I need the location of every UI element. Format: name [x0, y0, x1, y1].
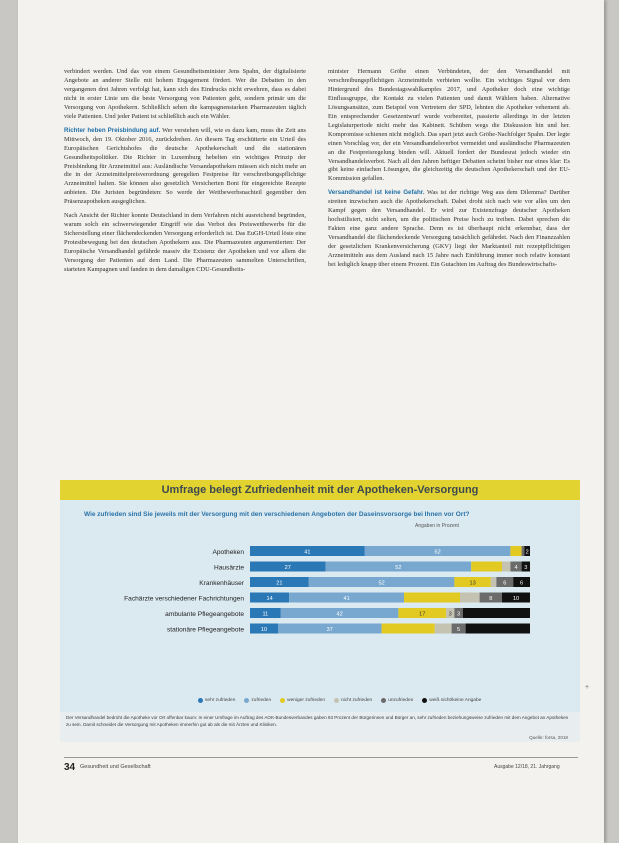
paragraph-text: verbindert werden. Und das von einem Gesundheitsminister Jens Spahn, der digitalisierte Angebote an anderer Stelle mit hohem Engagement fördert. Wer die Debatten in den vergangenen drei Jahren verfolgt hat, kann sich des Eindrucks nicht erwehren, dass es dabei nicht in erster Linie um die beste Versorgung von Patienten geht, sondern primär um die Versorgung von Apothekern. Schließlich sehen die kampagnenstarken Pharmazeuten täglich viele Patienten. Und jeder Patient ist schließlich auch ein Wähler.	[64, 68, 306, 120]
bar-segment	[522, 546, 525, 556]
data-label: 37	[326, 627, 333, 633]
figure-title: Umfrage belegt Zufriedenheit mit der Apotheken-Versorgung	[60, 480, 580, 500]
data-label: 52	[434, 549, 441, 556]
legend-label: weiß nicht/keine Angabe	[429, 698, 482, 703]
article-column-left	[64, 68, 306, 275]
category-label: ambulante Pflegeangebote	[165, 610, 244, 618]
legend-swatch	[422, 698, 427, 703]
data-label: 2	[525, 549, 529, 556]
bar-segment	[382, 624, 435, 634]
data-label: 3	[524, 565, 528, 571]
article-paragraph	[64, 127, 306, 208]
subheading-runin: Versandhandel ist keine Gefahr.	[328, 189, 425, 197]
bar-segment	[491, 577, 497, 587]
figure-caption-box	[60, 712, 580, 742]
bar-segment	[463, 608, 530, 618]
bar-segment	[404, 593, 460, 603]
legend-label: zufrieden	[251, 698, 272, 703]
data-label: 21	[276, 580, 283, 587]
paragraph-text: Nach Ansicht der Richter konnte Deutschland in dem Verfahren nicht ausreichend begründen, warum solch ein schwerwiegender Eingriff wie das Verbot des Preiswettbewerbs für die Sicherstellung einer flächendeckenden Versorgung erforderlich ist. Das EuGH-Urteil löste eine Protestbewegung bei den deutschen Apothekern aus. Die Pharmazeuten argumentierten: Der Europäische Versandhandel gefährde massiv die Existenz der Apotheken und vor allem die Versorgung der Patienten auf dem Land. Die Pharmazeuten sammelten Unterschriften, starteten Kampagnen und fanden in dem damaligen CDU-Gesundheits-	[64, 212, 306, 274]
bar-segment	[466, 624, 530, 634]
data-label: 8	[489, 596, 493, 602]
legend-label: nicht zufrieden	[341, 698, 373, 703]
legend-item	[334, 698, 372, 703]
data-label: 4	[514, 565, 518, 571]
data-label: 11	[262, 611, 269, 618]
bar-segment	[460, 593, 480, 603]
legend-swatch	[280, 698, 285, 703]
margin-mark: +	[585, 684, 590, 691]
legend-swatch	[198, 698, 203, 703]
bar-segment	[435, 624, 452, 634]
legend-swatch	[334, 698, 339, 703]
data-label: 41	[304, 549, 311, 556]
subheading-runin: Richter heben Preisbindung auf.	[64, 126, 161, 134]
article-paragraph	[328, 189, 570, 270]
category-label: stationäre Pflegeangebote	[167, 626, 244, 634]
figure-caption: Der Versandhandel bedroht die Apotheke vor Ort offenbar kaum: In einer Umfrage im Auftrag des AOK-Bundesverbandes gaben 93 Prozent der Bürgerinnen und Bürger an, sehr zufrieden beziehungsweise zufrieden mit dem Angebot an Apotheken zu sein. Damit schneidet die Versorgung mit Apotheken immerhin gut ab als die mit Ärzten und Kliniken.	[66, 715, 569, 727]
data-label: 17	[419, 611, 426, 618]
data-label: 5	[457, 627, 461, 633]
section-name: Gesundheit und Gesellschaft	[80, 764, 151, 770]
bar-segment	[471, 562, 502, 572]
data-label: 52	[395, 565, 402, 571]
data-label: 42	[336, 611, 343, 618]
data-label: 14	[266, 596, 273, 602]
data-label: 3	[448, 611, 452, 618]
legend-item	[280, 698, 325, 703]
paragraph-text: Was ist der richtige Weg aus dem Dilemma? Darüber streiten inzwischen auch die Apothekerschaft. Dabei droht sich nach wie vor alles um den Kampf gegen den Versandhandel. Er wird zur Existenzfrage deutscher Apotheken hochstilisiert, nicht selten, um die politischen Preise hoch zu treiben. Dabei sprechen die Fakten eine ganz andere Sprache. Denn es ist überhaupt nicht erkennbar, dass der Versandhandel die flächendeckende Versorgung tatsächlich gefährdet. Nach den Finanzzahlen der gesetzlichen Krankenversicherung (GKV) liegt der Marktanteil mit rezeptpflichtigen Arzneimitteln aus dem Ausland nach 15 Jahre nach Einführung immer noch relativ konstant bei lediglich knapp über einem Prozent. Ein Gutachten im Auftrag des Bundeswirtschafts-	[328, 189, 570, 269]
legend-label: sehr zufrieden	[205, 698, 236, 703]
legend-swatch	[381, 698, 386, 703]
data-label: 6	[520, 580, 524, 587]
category-label: Krankenhäuser	[199, 579, 244, 587]
stacked-bar-chart	[60, 480, 580, 712]
legend-item	[381, 698, 413, 703]
data-label: 13	[469, 580, 476, 587]
article-paragraph	[328, 68, 570, 184]
data-label: 41	[343, 596, 350, 602]
bar-segment	[502, 562, 510, 572]
paragraph-text: Wer verstehen will, wie es dazu kam, muss die Zeit ans Mittwoch, den 19. Oktober 2016, zurückdrehen. An diesem Tag erschütterte ein Urteil des Europäischen Gerichtshofes die deutsche Apothekerschaft und die stationären Gesundheitspolitiker. Die Richter in Luxemburg hebelten ein wichtiges Prinzip der Preisbindung für Arzneimittel aus: Ausländische Versandapotheken müssen sich nicht mehr an die in der Arzneimittelpreisverordnung geregelten Festpreise für verschreibungspflichtige Arzneimittel halten. Sie können also gesetzlich Versicherten Boni für eingereichte Rezepte anbieten. Die Juristen begründeten: So werde der Wettbewerbsnachteil gegenüber den Präsenzapotheken ausgeglichen.	[64, 126, 306, 206]
data-label: 3	[457, 611, 461, 618]
legend-item	[198, 698, 235, 703]
article-paragraph	[64, 212, 306, 275]
category-label: Fachärzte verschiedener Fachrichtungen	[124, 595, 244, 603]
figure-source: Quelle: forsa, 2018	[529, 735, 568, 740]
legend-swatch	[244, 698, 249, 703]
legend-item	[244, 698, 271, 703]
category-label: Apotheken	[212, 548, 244, 556]
data-label: 10	[512, 596, 520, 602]
article-paragraph	[64, 68, 306, 122]
chart-legend	[198, 698, 481, 703]
page-number: 34	[64, 762, 76, 773]
data-label: 52	[378, 580, 385, 587]
footer-rule	[64, 757, 578, 758]
data-label: 10	[260, 627, 268, 633]
survey-figure	[60, 480, 580, 742]
figure-subtitle: Angaben in Prozent	[415, 523, 459, 529]
paragraph-text: minister Hermann Gröhe einen Verbündeten, der den Versandhandel mit verschreibungspflichtigen Arzneimitteln verbieten wollte. Ein wichtiges Signal vor dem Hintergrund des Bundestagswahlkampfes 2017, und Apotheker doch eine wichtige Einflussgruppe, die Kontakt zu vielen Patienten und damit Wählern haben. Alternative Lösungsansätze, zum Beispiel von Vertretern der SPD, lehnten die Apotheker vehement ab. Ein entsprechender Gesetzentwurf wurde vorbereitet, passierte allerdings in der letzten Legislaturperiode nicht mehr das Kabinett. Schüben wegs die Diskussion hin und her. Kompromisse schienen nicht möglich. Das spart jetzt auch Gröhe-Nachfolger Spahn. Der legte einen Vorschlag vor, der ein Versandhandelsverbot vermeidet und ausländische Pharmazeuten an die Festpreisregelung binden will. Aktuell fordert der Bundesrat jedoch wieder ein Versandhandelsverbot. Nach all den Jahren heftiger Debatten scheint bisher nur eines klar: Es gibt keine einfachen Lösungen, die gleichzeitig die deutschen Apothekerschaft und der EU-Kommission gefallen.	[328, 68, 570, 183]
issue-info: Ausgabe 12/18, 21. Jahrgang	[494, 764, 560, 770]
article-column-right	[328, 68, 570, 270]
legend-label: weniger zufrieden	[287, 698, 326, 703]
legend-item	[422, 698, 481, 703]
data-label: 6	[503, 580, 507, 587]
bar-segment	[510, 546, 521, 556]
data-label: 27	[284, 565, 291, 571]
category-label: Hausärzte	[213, 564, 244, 572]
legend-label: unzufrieden	[388, 698, 414, 703]
figure-question: Wie zufrieden sind Sie jeweils mit der Versorgung mit den verschiedenen Angeboten der Daseinsvorsorge bei Ihnen vor Ort?	[84, 511, 470, 518]
